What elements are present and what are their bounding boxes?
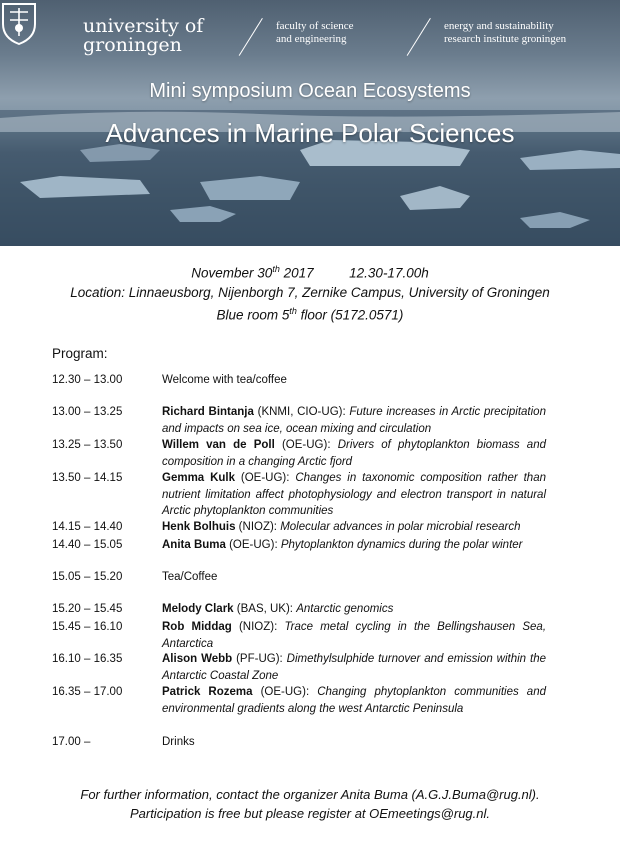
speaker-name: Willem van de Poll [162,439,275,451]
program-description [162,569,546,586]
speaker-affiliation: (NIOZ): [235,521,281,533]
talk-title: Changes in taxonomic composition rather than nutrient limitation affect photophysiology and electron transport in natural Arctic phytoplankton communities [162,472,546,517]
program-time: 14.15 – 14.40 [52,521,123,533]
event-date-time [0,260,620,283]
speaker-affiliation: (BAS, UK): [233,603,297,615]
faculty-name [276,20,354,46]
symposium-title: Advances in Marine Polar Sciences [105,118,515,148]
speaker-name: Anita Buma [162,539,226,551]
speaker-name: Patrick Rozema [162,686,253,698]
faculty-line2: and engineering [276,33,347,45]
date-ordinal: th [272,264,280,274]
talk-title: Phytoplankton dynamics during the polar winter [280,539,523,551]
program-description [162,537,546,554]
program-time: 13.00 – 13.25 [52,406,123,418]
talk-title: Drivers of phytoplankton biomass and composition in a changing Arctic fjord [162,439,546,468]
speaker-affiliation: (OE-UG): [274,439,338,451]
talk-title: Dimethylsulphide turnover and emission within the Antarctic Coastal Zone [162,653,546,682]
talk-title: Future increases in Arctic precipitation and impacts on sea ice, ocean mixing and circulation [162,406,546,435]
speaker-affiliation: (KNMI, CIO-UG): [253,406,350,418]
program-description [162,372,546,389]
symposium-subtitle: Mini symposium Ocean Ecosystems [149,80,471,102]
faculty-line1: faculty of science [276,20,354,32]
speaker-name: Richard Bintanja [162,406,254,418]
speaker-name: Alison Webb [162,653,233,665]
program-activity: Tea/Coffee [162,571,218,583]
program-description [162,601,546,618]
program-time: 13.50 – 14.15 [52,472,123,484]
program-activity: Welcome with tea/coffee [162,374,287,386]
program-time: 13.25 – 13.50 [52,439,123,451]
speaker-affiliation: (OE-UG): [225,539,281,551]
program-time: 15.45 – 16.10 [52,621,123,633]
footer-contact: For further information, contact the organizer Anita Buma (A.G.J.Buma@rug.nl). [80,787,540,802]
room-number: floor (5172.0571) [296,307,404,322]
event-location: Location: Linnaeusborg, Nijenborgh 7, Zernike Campus, University of Groningen [70,284,550,300]
speaker-name: Rob Middag [162,621,232,633]
university-name [83,17,203,55]
program-time: 15.20 – 15.45 [52,603,123,615]
university-crest-icon [0,0,38,45]
program-time: 16.10 – 16.35 [52,653,123,665]
program-time: 17.00 – [52,736,91,748]
header-banner [0,0,620,246]
program-time: 14.40 – 15.05 [52,539,123,551]
speaker-name: Henk Bolhuis [162,521,236,533]
event-info [0,260,620,324]
institute-line1: energy and sustainability [444,20,554,32]
institute-name [444,20,566,46]
speaker-affiliation: (NIOZ): [231,621,285,633]
program-description [162,470,546,520]
speaker-affiliation: (OE-UG): [235,472,296,484]
program-description [162,651,546,684]
program-description [162,684,546,717]
program-time: 12.30 – 13.00 [52,374,123,386]
room-name: Blue room 5 [216,307,290,322]
university-name-line2: groningen [83,34,182,56]
floor-ordinal: th [289,305,297,316]
program-time: 16.35 – 17.00 [52,686,123,698]
speaker-affiliation: (OE-UG): [252,686,318,698]
speaker-name: Melody Clark [162,603,234,615]
talk-title: Trace metal cycling in the Bellingshausen Sea, Antarctica [162,621,547,650]
program-description [162,519,546,536]
event-year: 2017 [279,265,314,281]
program-description [162,619,546,652]
program-description [162,404,546,437]
program-activity: Drinks [162,736,195,748]
program-time: 15.05 – 15.20 [52,571,123,583]
event-time: 12.30-17.00h [349,265,429,281]
talk-title: Antarctic genomics [296,603,394,615]
university-name-line1: university of [83,15,204,37]
program-description [162,437,546,470]
speaker-name: Gemma Kulk [162,472,235,484]
footer-note [0,785,620,823]
speaker-affiliation: (PF-UG): [232,653,287,665]
program-label: Program: [52,346,108,361]
program-description [162,734,546,751]
event-date: November 30 [191,265,273,281]
talk-title: Changing phytoplankton communities and environmental gradients along the west Antarctic Peninsula [162,686,546,715]
institute-line2: research institute groningen [444,33,567,45]
footer-register: Participation is free but please register at OEmeetings@rug.nl. [129,806,491,821]
event-room [0,302,620,325]
talk-title: Molecular advances in polar microbial research [280,521,521,533]
